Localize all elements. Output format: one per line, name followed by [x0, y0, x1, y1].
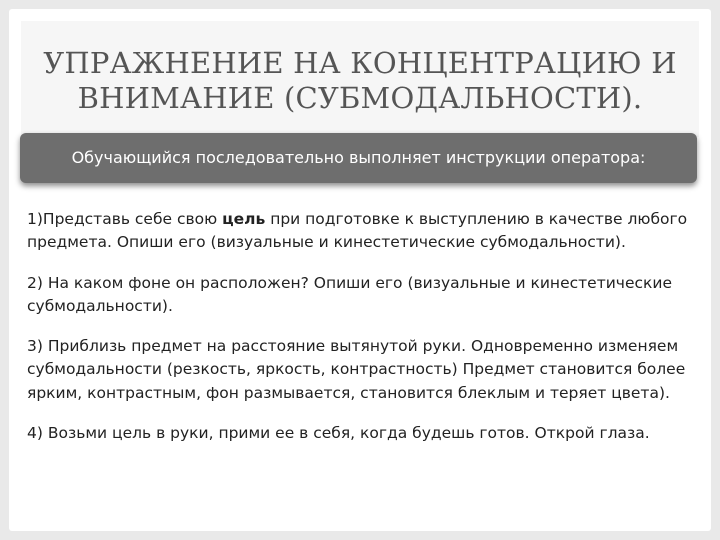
step-1-text-start: 1)Представь себе свою — [27, 210, 223, 228]
title-line-1: УПРАЖНЕНИЕ НА КОНЦЕНТРАЦИЮ И — [43, 46, 677, 80]
step-1-bold-word: цель — [222, 210, 266, 228]
instruction-step-1 — [27, 208, 692, 255]
title-line-2: ВНИМАНИЕ (СУБМОДАЛЬНОСТИ). — [77, 81, 643, 115]
instruction-step-4: 4) Возьми цель в руки, прими ее в себя, когда будешь готов. Открой глаза. — [27, 424, 650, 443]
slide-title — [27, 46, 693, 116]
step-1-text-end: при подготовке к выступлению в качестве любого предмета. Опиши его (визуальные и кинестетические субмодальности). — [27, 210, 688, 252]
instruction-list — [27, 208, 692, 462]
banner-text: Обучающийся последовательно выполняет инструкции оператора: — [71, 148, 646, 167]
instruction-step-3: 3) Приблизь предмет на расстояние вытянутой руки. Одновременно изменяем субмодальности (резкость, яркость, контрастность) Предмет становится более ярким, контрастным, фон размывается, становится блеклым и теряет цвета). — [27, 337, 686, 402]
instruction-banner — [20, 133, 697, 183]
instruction-step-2: 2) На каком фоне он расположен? Опиши его (визуальные и кинестетические субмодальности). — [27, 273, 672, 315]
